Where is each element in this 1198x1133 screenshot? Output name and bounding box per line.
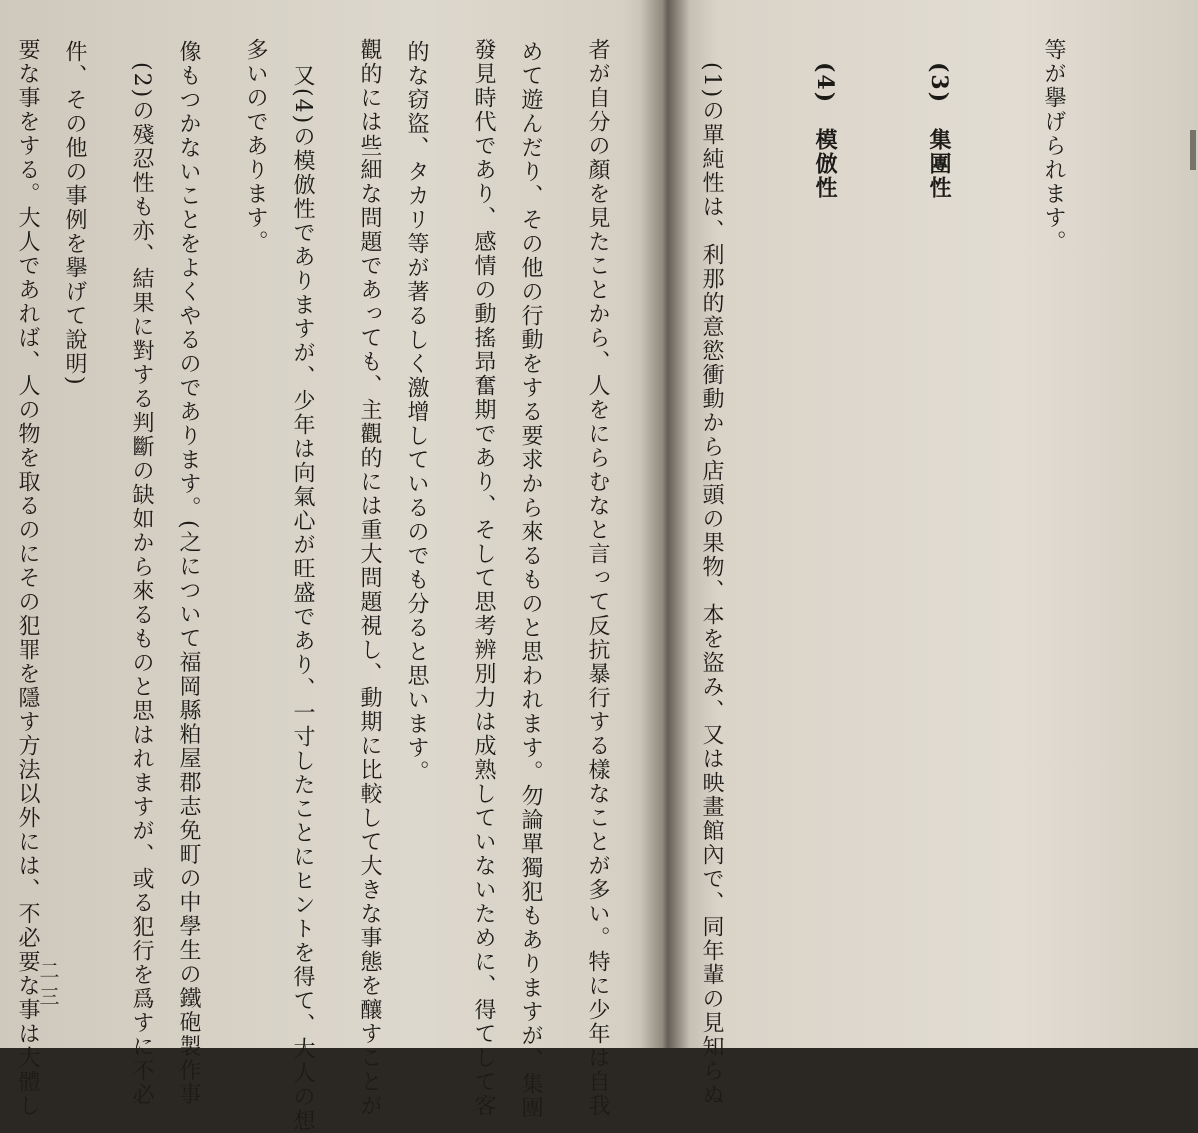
text-column: 發見時代であり、感情の動搖昻奮期であり、そして思考辨別力は成熟していないために、得てして客 xyxy=(471,38,496,1118)
list-item-heading: (3) 集團性 xyxy=(926,38,952,201)
text-column: 多いのであります。 xyxy=(243,38,268,254)
right-page-text xyxy=(0,38,1148,1133)
text-column: 的な窃盜、タカリ等が著るしく激增しているのでも分ると思います。 xyxy=(404,40,429,784)
text-column: めて遊んだり、その他の行動をする要求から來るものと思われます。勿論單獨犯もありますが、集團 xyxy=(518,40,543,1120)
text-column: 像もつかないことをよくやるのであります。(之について福岡縣粕屋郡志免町の中學生の鐵砲製作事 xyxy=(176,40,201,1107)
page-number: 二三 xyxy=(36,960,60,1012)
text-column: (2)の殘忍性も亦、結果に對する判斷の缺如から來るものと思はれますが、或る犯行を爲すに不必 xyxy=(129,38,154,1108)
text-column: 者が自分の顏を見たことから、人をにらむなと言って反抗暴行する樣なことが多い。特に少年は自我 xyxy=(585,38,610,1118)
list-item-heading: (4) 模倣性 xyxy=(812,38,838,201)
text-column: 等が擧げられます。 xyxy=(1041,38,1066,254)
text-column: 觀的には些細な問題であっても、主觀的には重大問題視し、動期に比較して大きな事態を釀すことが xyxy=(357,38,382,1118)
text-column: 件、その他の事例を擧げて說明) xyxy=(62,40,87,387)
page-edge-mark xyxy=(1190,130,1196,170)
text-column: 又(4)の模倣性でありますが、少年は向氣心が旺盛であり、一寸したことにヒントを得て、大人の想 xyxy=(290,40,315,1133)
text-column: (1)の單純性は、利那的意慾衝動から店頭の果物、本を盜み、又は映畫館內で、同年輩の見知らぬ xyxy=(699,38,724,1108)
text-column: 要な事をする。大人であれば、人の物を取るのにその犯罪を隱す方法以外には、不必要な事は大體し xyxy=(15,38,40,1118)
